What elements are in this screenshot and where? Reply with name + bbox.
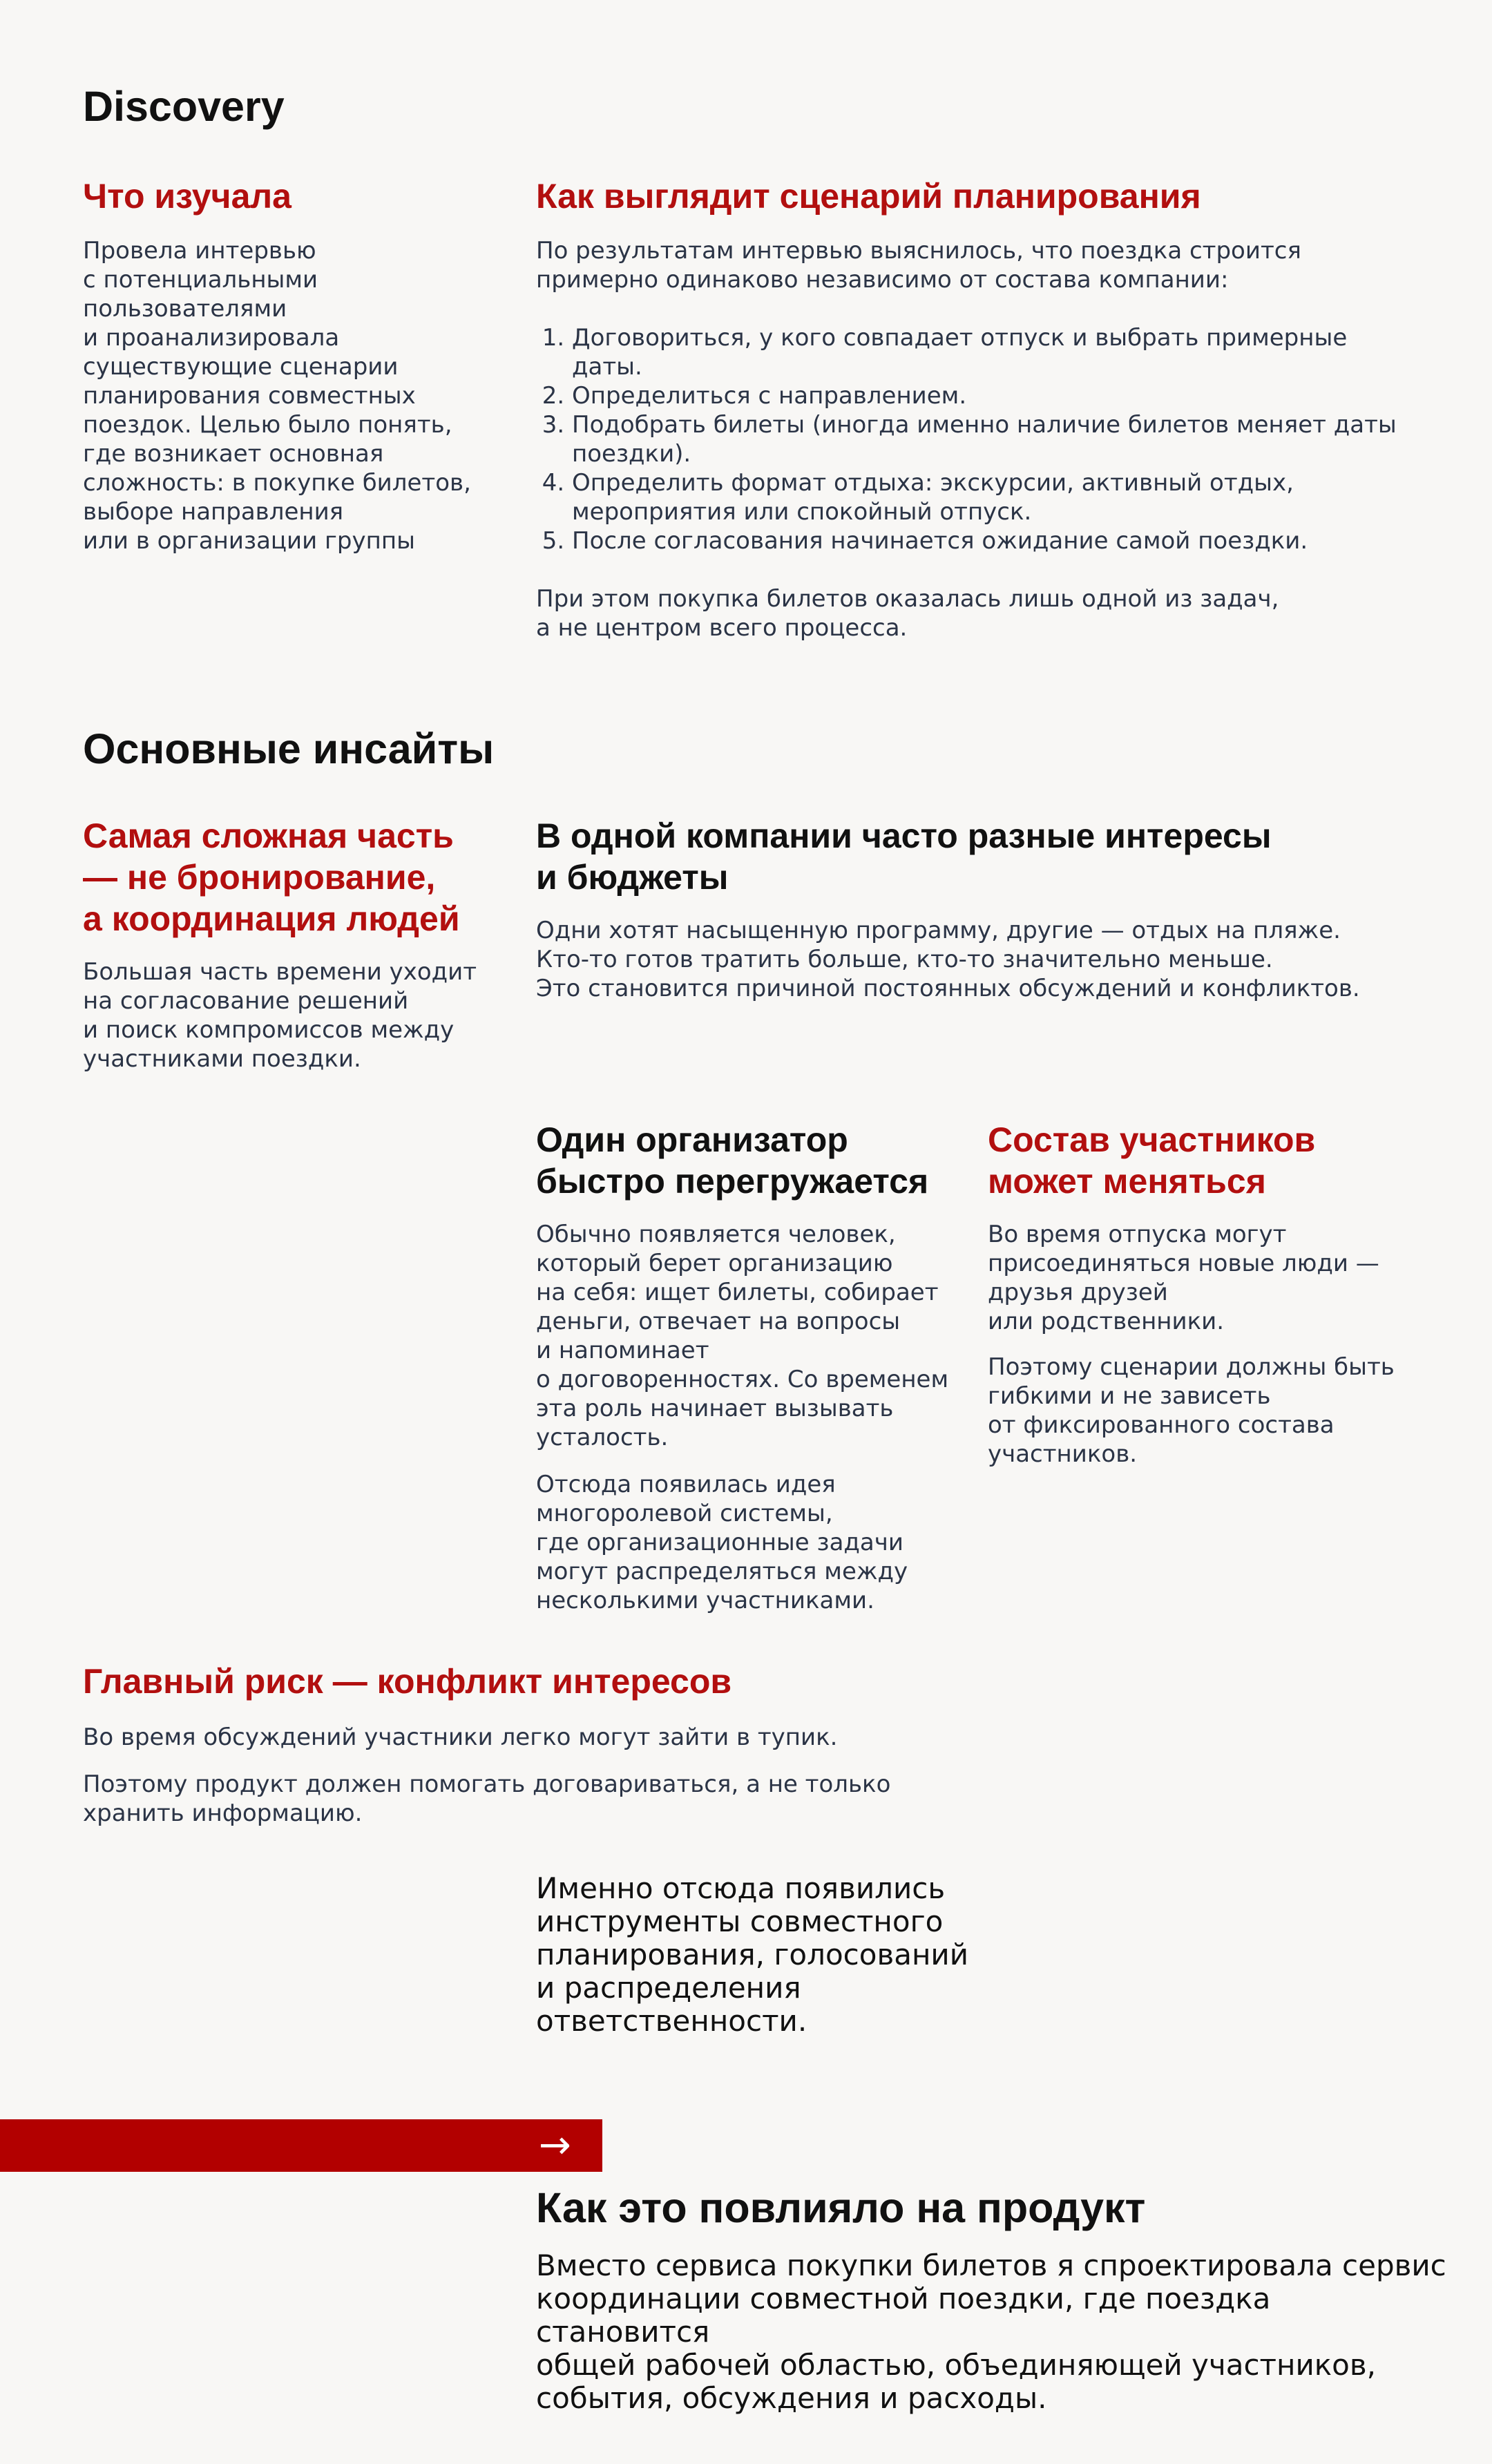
scenario-step: 5. После согласования начинается ожидание самой поездки.: [572, 526, 1470, 555]
organizer-text-2: Отсюда появилась идея многоролевой системы, где организационные задачи могут распределяться между несколькими участниками.: [536, 1471, 908, 1614]
section-title-insights: Основные инсайты: [83, 725, 495, 772]
section-title-discovery: Discovery: [83, 83, 285, 130]
risk-text-2: Поэтому продукт должен помогать договариваться, а не только хранить информацию.: [83, 1770, 891, 1827]
scenario-step: 4. Определить формат отдыха: экскурсии, активный отдых, мероприятия или спокойный отпуск.: [572, 468, 1470, 526]
scenario-title: Как выглядит сценарий планирования: [536, 177, 1201, 216]
scenario-outro: При этом покупка билетов оказалась лишь одной из задач, а не центром всего процесса.: [536, 585, 1279, 642]
members-title: Состав участников может меняться: [988, 1120, 1316, 1201]
scenario-steps: [536, 323, 1470, 555]
impact-text: Вместо сервиса покупки билетов я спроектировала сервис координации совместной поездки, где поездка становится общей рабочей областью, объединяющей участников, события, обсуждения и расходы.: [536, 2248, 1446, 2415]
scenario-step: 3. Подобрать билеты (иногда именно наличие билетов меняет даты поездки).: [572, 410, 1470, 468]
organizer-title: Один организатор быстро перегружается: [536, 1120, 929, 1201]
risk-title: Главный риск — конфликт интересов: [83, 1662, 732, 1701]
scenario-step: 2. Определиться с направлением.: [572, 381, 1470, 410]
organizer-text-1: Обычно появляется человек, который берет организацию на себя: ищет билеты, собирает деньги, отвечает на вопросы и напоминает о договоренностях. Со временем эта роль начинает вызывать усталость.: [536, 1221, 949, 1451]
arrow-right-icon: →: [539, 2123, 571, 2168]
members-text-2: Поэтому сценарии должны быть гибкими и не зависеть от фиксированного состава участников.: [988, 1353, 1395, 1468]
studied-text: Провела интервью с потенциальными пользователями и проанализировала существующие сценарии планирования совместных поездок. Целью было понять, где возникает основная сложность: в покупке билетов, выборе направления или в организации группы: [83, 237, 471, 555]
accent-band: [0, 2119, 602, 2172]
conclusion-text: Именно отсюда появились инструменты совместного планирования, голосований и распределения ответственности.: [536, 1871, 969, 2038]
interests-text: Одни хотят насыщенную программу, другие — отдых на пляже. Кто-то готов тратить больше, кто-то значительно меньше. Это становится причиной постоянных обсуждений и конфликтов.: [536, 917, 1360, 1002]
scenario-intro: По результатам интервью выяснилось, что поездка строится примерно одинаково независимо от состава компании:: [536, 237, 1301, 294]
members-text-1: Во время отпуска могут присоединяться новые люди — друзья друзей или родственники.: [988, 1221, 1379, 1335]
hardest-title: Самая сложная часть — не бронирование, а координация людей: [83, 816, 460, 938]
studied-title: Что изучала: [83, 177, 291, 216]
impact-title: Как это повлияло на продукт: [536, 2184, 1146, 2231]
hardest-text: Большая часть времени уходит на согласование решений и поиск компромиссов между участниками поездки.: [83, 958, 477, 1073]
risk-text-1: Во время обсуждений участники легко могут зайти в тупик.: [83, 1723, 838, 1751]
interests-title: В одной компании часто разные интересы и бюджеты: [536, 816, 1272, 897]
scenario-step: 1. Договориться, у кого совпадает отпуск и выбрать примерные даты.: [572, 323, 1470, 381]
